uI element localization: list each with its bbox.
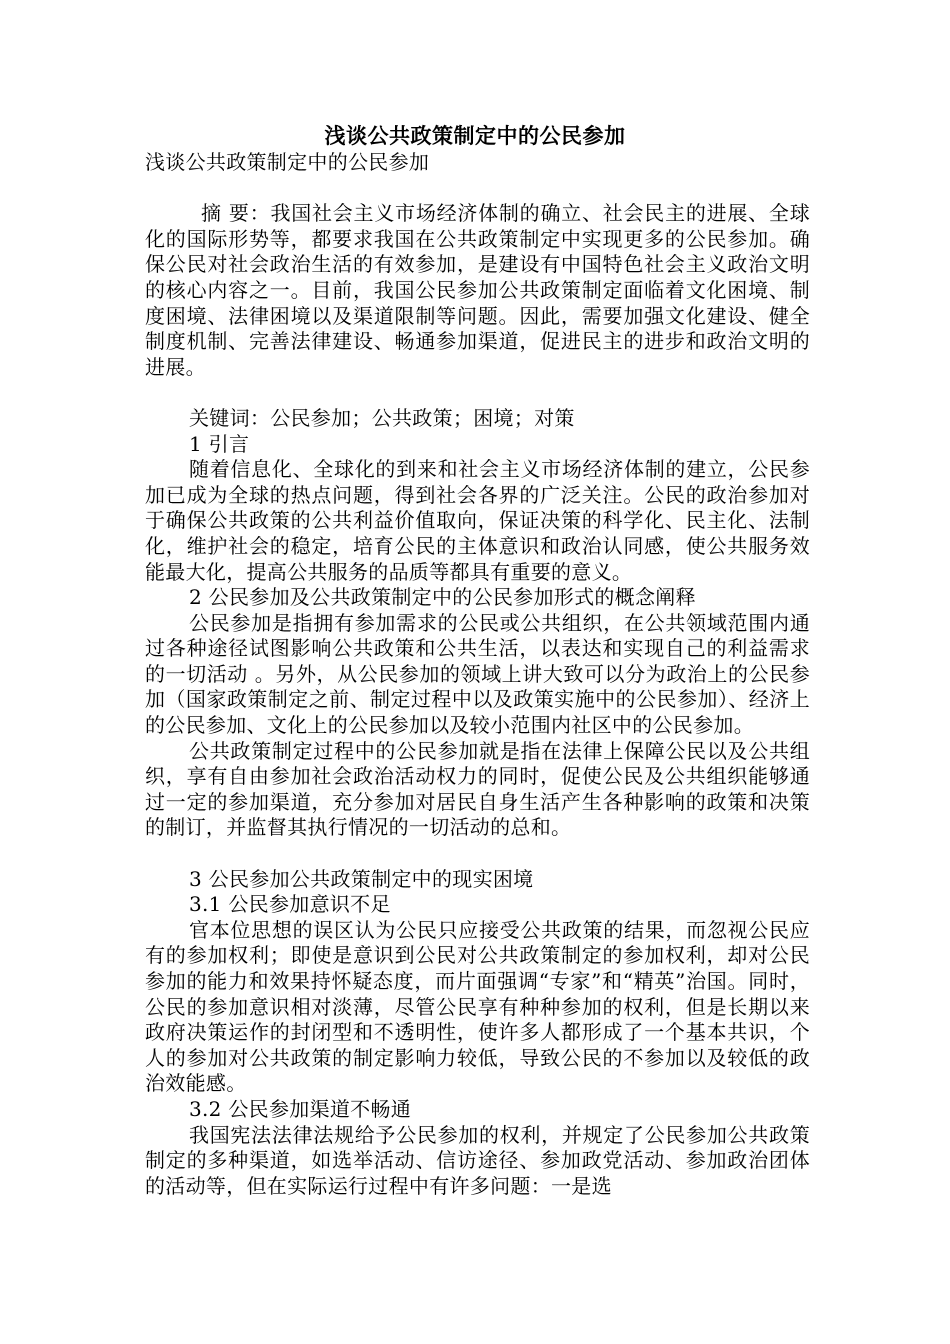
section-1-paragraph: 随着信息化、全球化的到来和社会主义市场经济体制的建立，公民参加已成为全球的热点问题，得到社会各界的广泛关注。公民的政治参加对于确保公共政策的公共利益价值取向，保证决策的科学化、民主化、法制化，维护社会的稳定，培育公民的主体意识和政治认同感，使公共服务效能最大化，提高公共服务的品质等都具有重要的意义。	[145, 457, 810, 584]
section-2-paragraph-2: 公共政策制定过程中的公民参加就是指在法律上保障公民以及公共组织，享有自由参加社会政治活动权力的同时，促使公民及公共组织能够通过一定的参加渠道，充分参加对居民自身生活产生各种影响的政策和决策的制订，并监督其执行情况的一切活动的总和。	[145, 738, 810, 840]
document-title: 浅谈公共政策制定中的公民参加	[324, 123, 626, 148]
blank-line	[145, 380, 810, 406]
section-2-paragraph-1: 公民参加是指拥有参加需求的公民或公共组织，在公共领域范围内通过各种途径试图影响公共政策和公共生活，以表达和实现自己的利益需求的一切活动 。另外，从公民参加的领域上讲大致可以分为政治上的公民参加（国家政策制定之前、制定过程中以及政策实施中的公民参加）、经济上的公民参加、文化上的公民参加以及较小范围内社区中的公民参加。	[145, 610, 810, 738]
document-body	[145, 150, 810, 1199]
section-3-2-paragraph: 我国宪法法律法规给予公民参加的权利，并规定了公民参加公共政策制定的多种渠道，如选举活动、信访途径、参加政党活动、参加政治团体的活动等，但在实际运行过程中有许多问题：一是选	[145, 1122, 810, 1198]
document-subtitle: 浅谈公共政策制定中的公民参加	[145, 150, 430, 174]
subsection-heading-3-1: 3.1 公民参加意识不足	[189, 892, 391, 917]
section-heading-1: 1 引言	[189, 431, 250, 456]
abstract-paragraph: 摘 要：我国社会主义市场经济体制的确立、社会民主的进展、全球化的国际形势等，都要求我国在公共政策制定中实现更多的公民参加。确保公民对社会政治生活的有效参加，是建设有中国特色社会主义政治文明的核心内容之一。目前，我国公民参加公共政策制定面临着文化困境、制度困境、法律困境以及渠道限制等问题。因此，需要加强文化建设、健全制度机制、完善法律建设、畅通参加渠道，促进民主的进步和政治文明的进展。	[145, 201, 810, 379]
section-heading-3: 3 公民参加公共政策制定中的现实困境	[189, 866, 534, 891]
section-3-1-paragraph: 官本位思想的误区认为公民只应接受公共政策的结果，而忽视公民应有的参加权利；即使是意识到公民对公共政策制定的参加权利，却对公民参加的能力和效果持怀疑态度，而片面强调“专家”和“精英”治国。同时，公民的参加意识相对淡薄，尽管公民享有种种参加的权利，但是长期以来政府决策运作的封闭型和不透明性，使许多人都形成了一个基本共识，个人的参加对公共政策的制定影响力较低，导致公民的不参加以及较低的政治效能感。	[145, 917, 810, 1096]
section-heading-2: 2 公民参加及公共政策制定中的公民参加形式的概念阐释	[189, 585, 696, 610]
blank-line	[145, 176, 810, 202]
blank-line	[145, 841, 810, 867]
subsection-heading-3-2: 3.2 公民参加渠道不畅通	[189, 1096, 412, 1121]
keywords-line: 关键词：公民参加；公共政策；困境；对策	[189, 405, 575, 430]
